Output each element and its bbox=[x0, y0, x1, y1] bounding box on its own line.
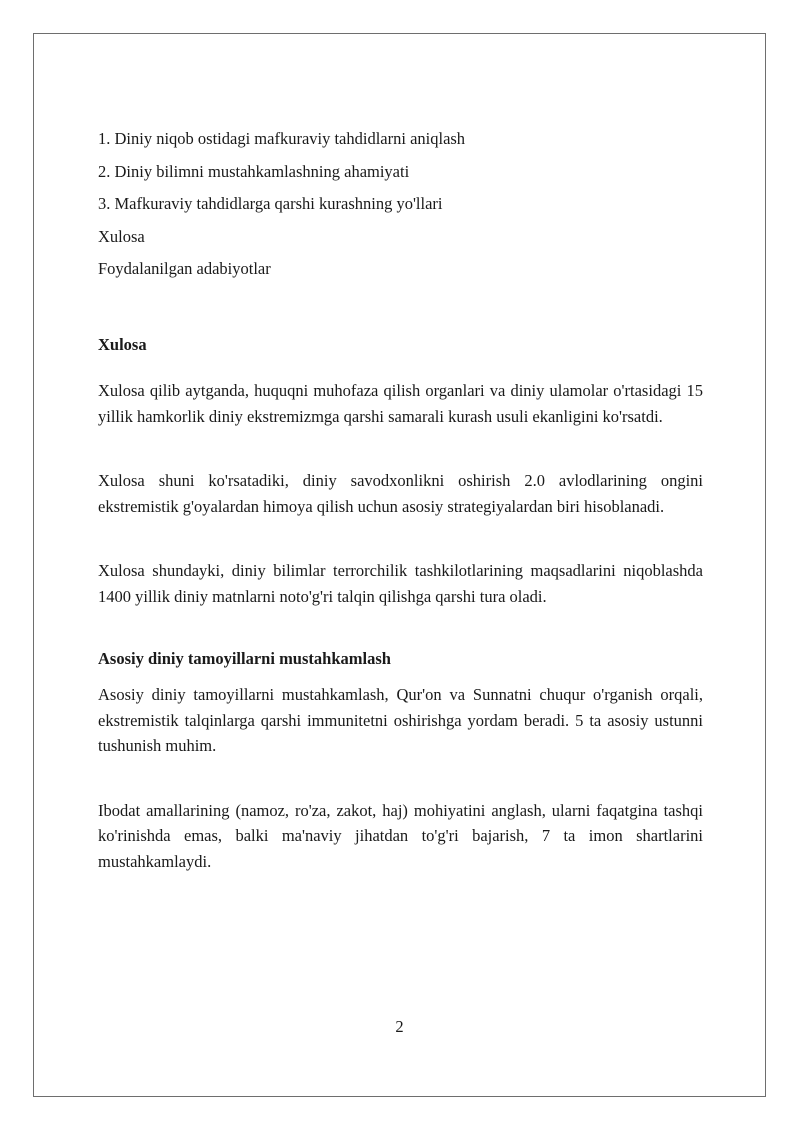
paragraph: Xulosa shuni ko'rsatadiki, diniy savodxonlikni oshirish 2.0 avlodlarining ongini ekstremistik g'oyalardan himoya qilish uchun asosiy strategiyalardan biri hisoblanadi. bbox=[98, 471, 703, 516]
document-page bbox=[33, 33, 766, 1097]
toc-item: Foydalanilgan adabiyotlar bbox=[98, 259, 271, 278]
paragraph: Xulosa shundayki, diniy bilimlar terrorchilik tashkilotlarining maqsadlarini niqoblashda 1400 yillik diniy matnlarni noto'g'ri talqin qilishga qarshi tura oladi. bbox=[98, 561, 703, 606]
toc-item: 2. Diniy bilimni mustahkamlashning ahamiyati bbox=[98, 161, 410, 181]
toc-item: Xulosa bbox=[98, 226, 145, 246]
paragraph: Xulosa qilib aytganda, huquqni muhofaza qilish organlari va diniy ulamolar o'rtasidagi 15 yillik hamkorlik diniy ekstremizmga qarshi samarali kurash usuli ekanligini ko'rsatdi. bbox=[98, 381, 703, 426]
toc-item: 3. Mafkuraviy tahdidlarga qarshi kurashning yo'llari bbox=[98, 194, 443, 213]
toc-item: 1. Diniy niqob ostidagi mafkuraviy tahdidlarni aniqlash bbox=[98, 129, 466, 148]
page-number: 2 bbox=[395, 1017, 404, 1036]
table-of-contents bbox=[98, 128, 703, 280]
paragraph: Ibodat amallarining (namoz, ro'za, zakot, haj) mohiyatini anglash, ularni faqatgina tashqi ko'rinishda emas, balki ma'naviy jihatdan to'g'ri bajarish, 7 ta imon shartlarini mustahkamlaydi. bbox=[98, 800, 703, 871]
section-heading: Xulosa bbox=[98, 335, 147, 354]
section-heading: Asosiy diniy tamoyillarni mustahkamlash bbox=[98, 649, 391, 668]
page-content bbox=[98, 128, 703, 874]
paragraph: Asosiy diniy tamoyillarni mustahkamlash, Qur'on va Sunnatni chuqur o'rganish orqali, ekstremistik talqinlarga qarshi immunitetni oshirishga yordam beradi. 5 ta asosiy ustunni tushunish muhim. bbox=[98, 685, 703, 755]
